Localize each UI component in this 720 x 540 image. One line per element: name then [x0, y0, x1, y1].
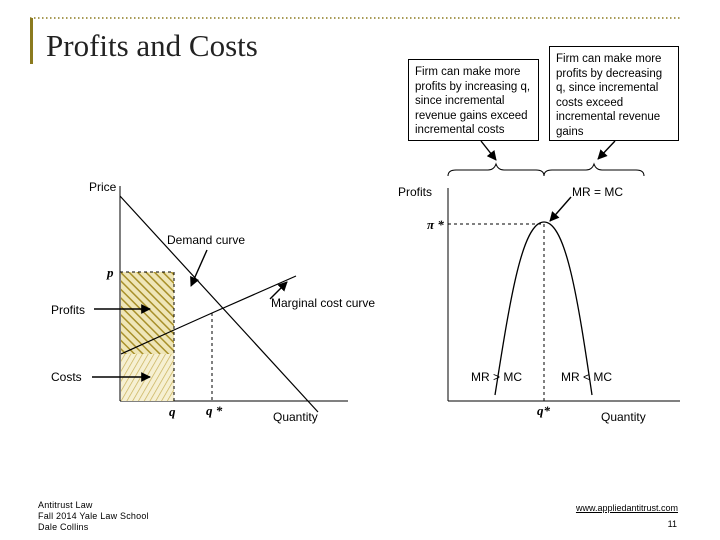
footer-course: Antitrust Law [38, 500, 93, 510]
pi-star-tick-label: π * [427, 217, 444, 232]
q-tick-label: q [169, 404, 176, 419]
slide-title: Profits and Costs [46, 28, 258, 63]
mr-less-mc-label: MR < MC [561, 370, 612, 384]
decrease-q-callout: Firm can make more profits by decreasing q, since incremental costs exceed incremental revenue gains [549, 46, 679, 141]
q-star-tick-label: q* [537, 403, 550, 418]
mr-greater-mc-label: MR > MC [471, 370, 522, 384]
qstar-tick-label: q * [206, 403, 223, 418]
mr-equals-mc-label: MR = MC [572, 185, 623, 199]
footer-website-link[interactable]: www.appliedantitrust.com [575, 503, 678, 513]
demand-curve-label: Demand curve [167, 233, 246, 247]
left-region-brace [448, 164, 544, 176]
left-x-axis-label: Quantity [273, 410, 318, 424]
footer-author: Dale Collins [38, 522, 89, 532]
footer-credits [38, 500, 149, 533]
title-accent-bar [30, 18, 33, 64]
mr-mc-pointer-arrow [550, 197, 571, 221]
increase-callout-arrow [481, 141, 496, 160]
decrease-callout-arrow [598, 141, 615, 159]
mc-curve-label: Marginal cost curve [271, 296, 376, 310]
profits-area-label: Profits [51, 303, 86, 317]
costs-area-label: Costs [51, 370, 82, 384]
page-number: 11 [667, 519, 677, 529]
right-region-brace [544, 164, 644, 176]
left-y-axis-label: Price [89, 180, 117, 194]
right-y-axis-label: Profits [398, 185, 433, 199]
price-tick-label: p [107, 265, 114, 280]
demand-pointer-arrow [191, 250, 207, 286]
increase-q-callout: Firm can make more profits by increasing q, since incremental revenue gains exceed incremental costs [408, 59, 539, 141]
footer-term: Fall 2014 Yale Law School [38, 511, 149, 521]
right-x-axis-label: Quantity [601, 410, 646, 424]
